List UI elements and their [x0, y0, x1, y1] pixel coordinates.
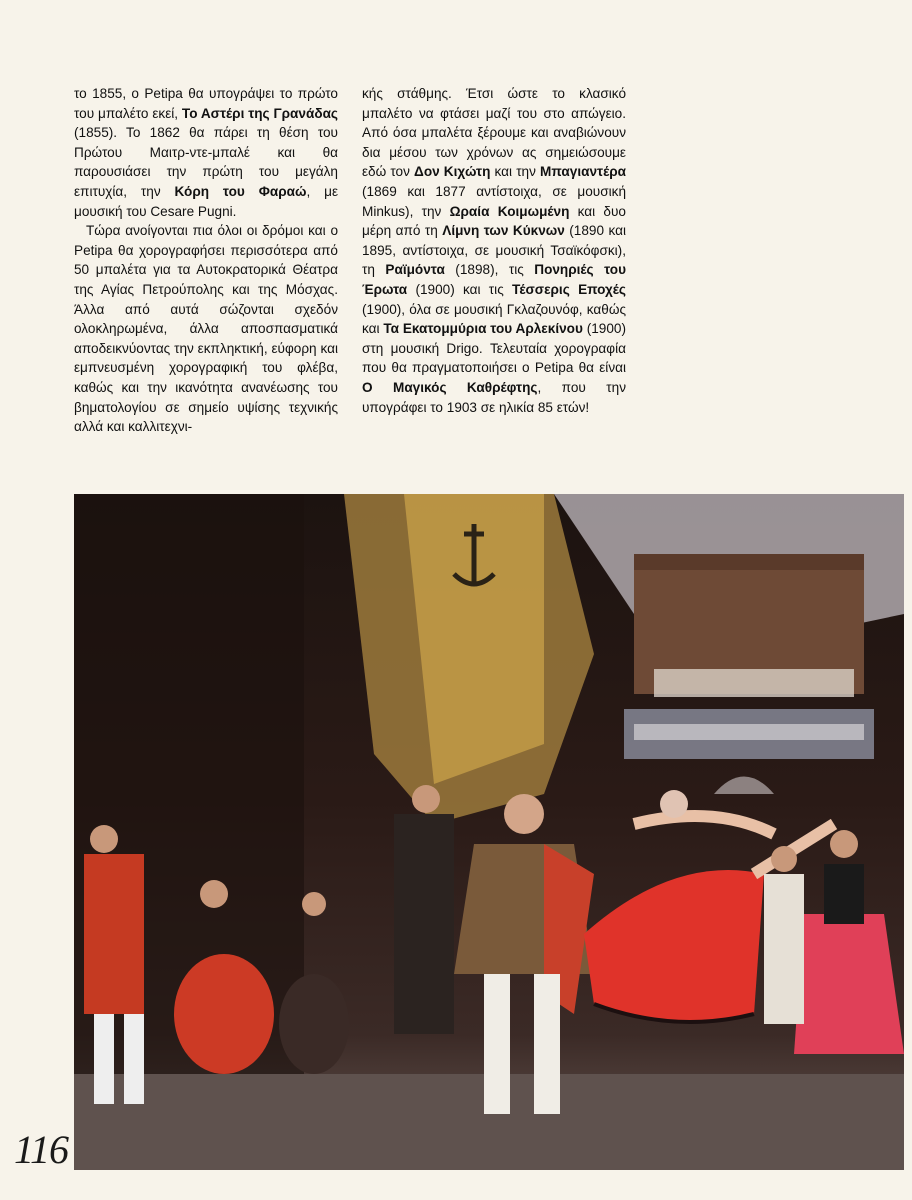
- text-run: (1898), τις: [444, 262, 535, 278]
- text-run: και την: [490, 164, 541, 180]
- text-run: το 1855, ο Petipa θα υπογράψει το πρώτο του μπαλέτο εκεί,: [74, 86, 338, 121]
- text-run: (1900), όλα σε μουσική Γκλαζουνόφ, καθώς και: [362, 301, 626, 337]
- text-run: κής στάθμης. Έτσι ώστε το κλασικό μπαλέτο να φτάσει μαζί του στο απώγειο. Από όσα μπαλέτα ξέρουμε και αναβιώνουν δια μέσου των χρόνων ας σημειώσουμε εδώ τον: [362, 86, 626, 180]
- text-run: και δυο μέρη από τη: [362, 203, 626, 239]
- ballet-stage-photo: [74, 494, 904, 1170]
- text-run: , με μουσική του Cesare Pugni.: [74, 183, 339, 219]
- title-emphasis: Μπαγιαντέρα: [540, 164, 626, 180]
- text-run: Τώρα ανοίγονται πια όλοι οι δρόμοι και ο Petipa θα χορογραφήσει περισσότερα από 50 μπαλέτα για τα Αυτοκρατορικά Θέατρα της Αγίας Πετρούπολης και της Μόσχας. Άλλα από αυτά σώζονται σχεδόν ολοκληρωμένα, άλλα αποσπασματικά αποδεικνύοντας την εκπληκτική, εύφορη και εμπνευσμένη χορογραφική του φλέβα, καθώς και την ικανότητα ανανέωσης του βηματολογίου σε σημείο υψίσης τεχνικής αλλά και καλλιτεχνι-: [74, 223, 338, 435]
- paragraph: [362, 84, 626, 417]
- paragraph: [74, 221, 338, 437]
- page-number: 116: [14, 1127, 69, 1172]
- text-run: (1900) και τις: [407, 281, 513, 297]
- title-emphasis: Τέσσερις Εποχές: [512, 281, 626, 297]
- title-emphasis: Τα Εκατομμύρια του Αρλεκίνου: [383, 321, 583, 337]
- text-column-left: [74, 84, 338, 437]
- text-run: (1855). Το 1862 θα πάρει τη θέση του Πρώτου Μαιτρ-ντε-μπαλέ και θα παρουσιάσει την πρώτη του μεγάλη επιτυχία, την: [74, 125, 338, 199]
- text-run: (1869 και 1877 αντίστοιχα, σε μουσική Minkus), την: [362, 183, 626, 219]
- ballet-scene-illustration: [74, 494, 904, 1170]
- title-emphasis: Κόρη του Φαραώ: [174, 183, 307, 199]
- title-emphasis: Το Αστέρι της Γρανάδας: [181, 105, 338, 121]
- title-emphasis: Δον Κιχώτη: [414, 164, 491, 180]
- text-run: (1890 και 1895, αντίστοιχα, σε μουσική Τσαϊκόφσκι), τη: [362, 223, 626, 278]
- paragraph: [74, 84, 338, 221]
- title-emphasis: Ραϊμόντα: [385, 262, 445, 278]
- text-run: , που την υπογράφει το 1903 σε ηλικία 85 ετών!: [362, 379, 626, 415]
- text-run: (1900) στη μουσική Drigo. Τελευταία χορογραφία που θα πραγματοποιήσει ο Petipa θα είναι: [362, 321, 626, 376]
- text-column-right: [362, 84, 626, 417]
- title-emphasis: Ο Μαγικός Καθρέφτης: [362, 379, 538, 395]
- title-emphasis: Ωραία Κοιμωμένη: [449, 203, 570, 219]
- title-emphasis: Πονηριές του Έρωτα: [362, 262, 626, 297]
- title-emphasis: Λίμνη των Κύκνων: [442, 223, 565, 239]
